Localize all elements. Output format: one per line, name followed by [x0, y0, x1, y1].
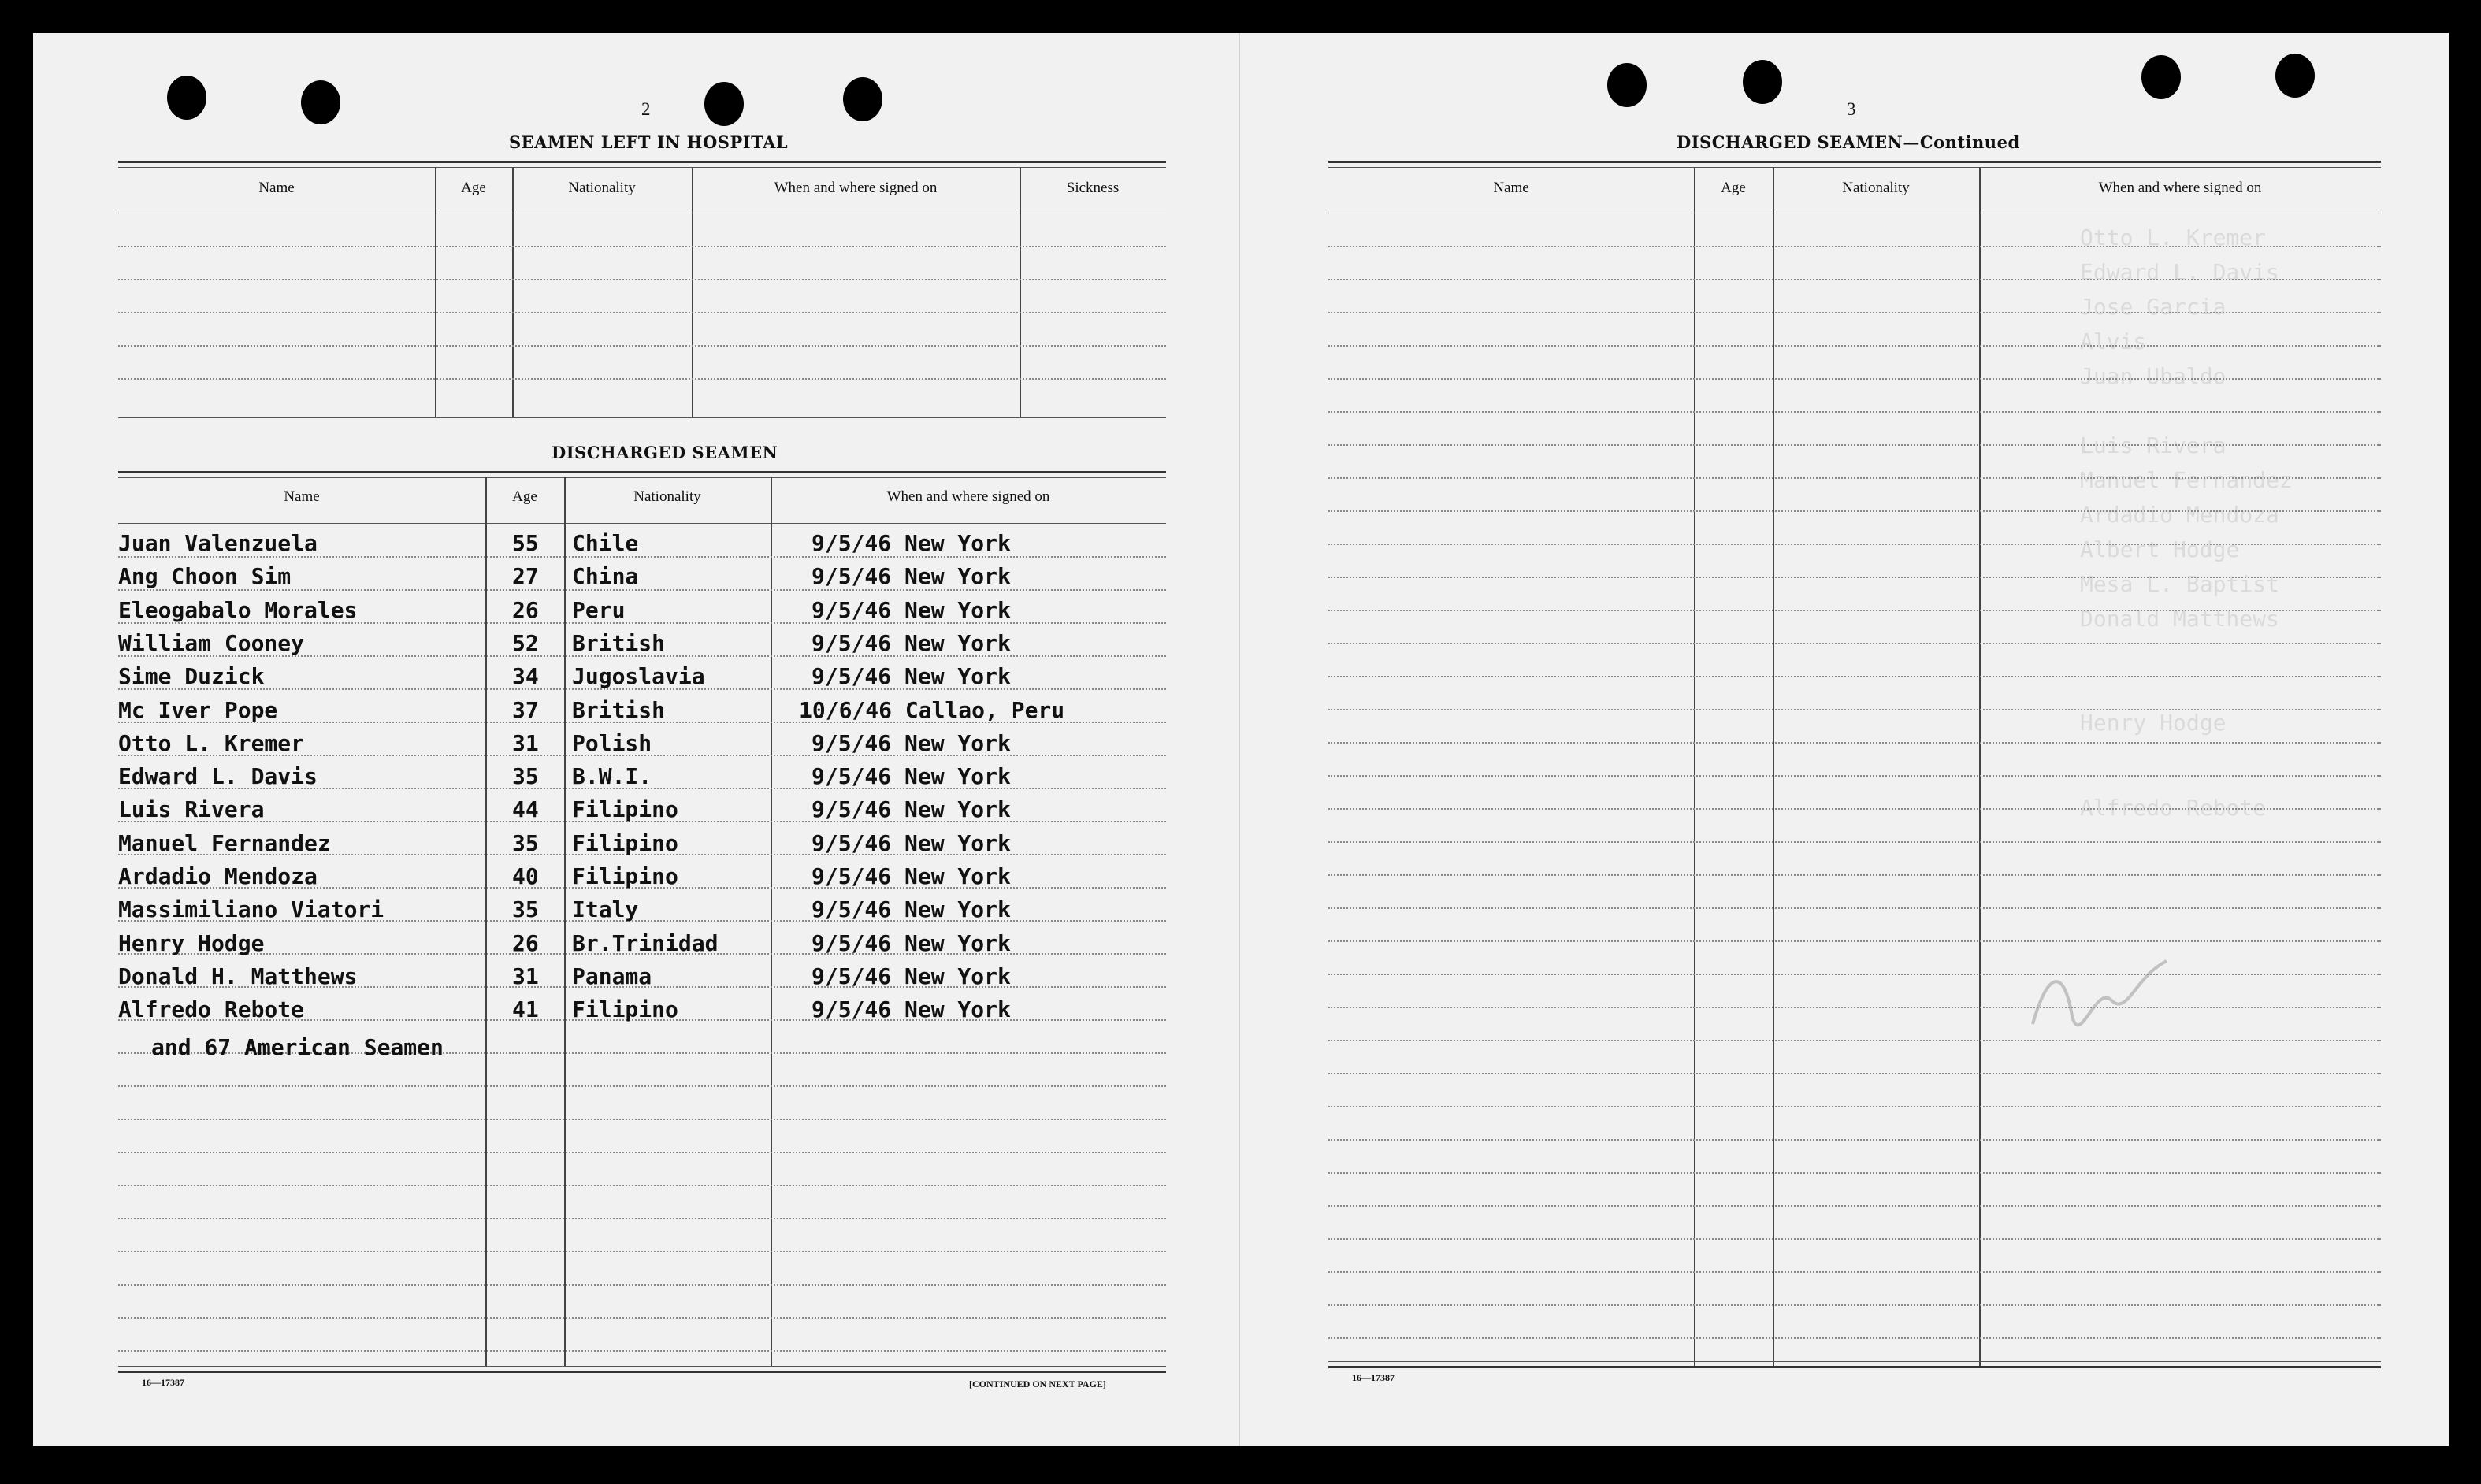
- row-name: William Cooney: [118, 630, 305, 656]
- row-line: [118, 556, 1166, 558]
- summary-line: and 67 American Seamen: [151, 1034, 444, 1060]
- row-line: [1328, 246, 2381, 247]
- punch-hole: [2275, 54, 2315, 98]
- row-line: [1328, 676, 2381, 677]
- row-name: Sime Duzick: [118, 663, 265, 689]
- punch-hole: [843, 77, 882, 121]
- row-name: Juan Valenzuela: [118, 530, 318, 556]
- row-line: [118, 1317, 1166, 1319]
- row-nationality: China: [572, 563, 639, 589]
- row-signed: 9/5/46 New York: [812, 863, 1011, 889]
- row-line: [1328, 1271, 2381, 1273]
- page-number: 3: [1847, 99, 1856, 119]
- row-age: 26: [512, 930, 539, 956]
- discharged-header-nationality: Nationality: [633, 488, 701, 505]
- continued-note: [CONTINUED ON NEXT PAGE]: [969, 1378, 1106, 1389]
- continued-header-signed: When and where signed on: [2098, 180, 2262, 196]
- row-line: [1328, 1106, 2381, 1107]
- row-line: [1328, 1337, 2381, 1339]
- row-name: Massimiliano Viatori: [118, 896, 384, 922]
- row-line: [1328, 974, 2381, 975]
- row-signed: 9/5/46 New York: [812, 763, 1011, 789]
- page-fold: [1239, 33, 1240, 1446]
- row-line: [1328, 345, 2381, 347]
- row-name: Otto L. Kremer: [118, 730, 305, 756]
- row-line: [1328, 312, 2381, 313]
- discharged-header-age: Age: [512, 488, 537, 505]
- row-line: [1328, 1040, 2381, 1041]
- row-line: [118, 1085, 1166, 1087]
- row-age: 52: [512, 630, 539, 656]
- discharged-continued-title: DISCHARGED SEAMEN—Continued: [1677, 132, 2020, 152]
- punch-hole: [2141, 55, 2181, 99]
- row-nationality: Filipino: [572, 996, 678, 1022]
- row-nationality: Polish: [572, 730, 652, 756]
- row-age: 41: [512, 996, 539, 1022]
- row-line: [1328, 477, 2381, 479]
- row-age: 44: [512, 796, 539, 822]
- row-age: 34: [512, 663, 539, 689]
- row-nationality: Br.Trinidad: [572, 930, 719, 956]
- row-nationality: B.W.I.: [572, 763, 652, 789]
- row-line: [1328, 775, 2381, 777]
- row-age: 35: [512, 896, 539, 922]
- hospital-header-sickness: Sickness: [1066, 180, 1120, 196]
- punch-hole: [167, 76, 206, 120]
- page-number: 2: [641, 99, 651, 119]
- row-name: Manuel Fernandez: [118, 830, 331, 856]
- row-age: 31: [512, 730, 539, 756]
- row-line: [1328, 742, 2381, 744]
- row-nationality: British: [572, 697, 666, 723]
- row-line: [1328, 808, 2381, 810]
- row-signed: 9/5/46 New York: [812, 830, 1011, 856]
- row-line: [1328, 874, 2381, 876]
- discharged-header-signed: When and where signed on: [886, 488, 1050, 505]
- row-line: [1328, 1172, 2381, 1174]
- row-name: Donald H. Matthews: [118, 963, 358, 989]
- row-line: [1328, 1238, 2381, 1240]
- row-line: [1328, 1073, 2381, 1074]
- row-line: [1328, 709, 2381, 710]
- row-name: Ardadio Mendoza: [118, 863, 318, 889]
- row-line: [1328, 1304, 2381, 1306]
- punch-hole: [1607, 63, 1647, 107]
- row-line: [1328, 1139, 2381, 1141]
- row-line: [118, 1251, 1166, 1252]
- row-line: [1328, 1205, 2381, 1207]
- hospital-header-age: Age: [461, 180, 486, 196]
- row-line: [1328, 643, 2381, 644]
- row-nationality: Filipino: [572, 863, 678, 889]
- row-line: [1328, 940, 2381, 942]
- row-age: 27: [512, 563, 539, 589]
- row-nationality: Chile: [572, 530, 639, 556]
- form-number: 16—17387: [1352, 1372, 1395, 1383]
- punch-hole: [704, 82, 744, 126]
- continued-header-name: Name: [1493, 180, 1529, 196]
- row-age: 40: [512, 863, 539, 889]
- row-name: Alfredo Rebote: [118, 996, 305, 1022]
- row-line: [1328, 378, 2381, 380]
- row-name: Henry Hodge: [118, 930, 265, 956]
- row-signed: 9/5/46 New York: [812, 730, 1011, 756]
- pencil-mark: [2017, 937, 2190, 1055]
- hospital-header-nationality: Nationality: [568, 180, 636, 196]
- row-nationality: Italy: [572, 896, 639, 922]
- row-signed: 10/6/46 Callao, Peru: [799, 697, 1065, 723]
- row-line: [118, 1152, 1166, 1153]
- row-line: [1328, 279, 2381, 280]
- row-line: [118, 589, 1166, 591]
- row-line: [118, 1350, 1166, 1352]
- row-age: 35: [512, 830, 539, 856]
- punch-hole: [301, 80, 340, 124]
- row-name: Luis Rivera: [118, 796, 265, 822]
- row-signed: 9/5/46 New York: [812, 530, 1011, 556]
- hospital-header-name: Name: [258, 180, 295, 196]
- row-line: [1328, 510, 2381, 512]
- row-signed: 9/5/46 New York: [812, 796, 1011, 822]
- hospital-table-rule: [118, 161, 1166, 163]
- row-nationality: British: [572, 630, 666, 656]
- row-age: 31: [512, 963, 539, 989]
- row-line: [118, 1218, 1166, 1219]
- row-line: [1328, 1007, 2381, 1008]
- row-name: Ang Choon Sim: [118, 563, 292, 589]
- row-line: [1328, 907, 2381, 909]
- row-age: 35: [512, 763, 539, 789]
- row-signed: 9/5/46 New York: [812, 563, 1011, 589]
- continued-table-rule: [1328, 161, 2381, 163]
- row-line: [1328, 411, 2381, 413]
- row-line: [1328, 841, 2381, 843]
- row-signed: 9/5/46 New York: [812, 996, 1011, 1022]
- row-name: Mc Iver Pope: [118, 697, 278, 723]
- row-age: 37: [512, 697, 539, 723]
- form-number: 16—17387: [142, 1377, 184, 1388]
- hospital-header-signed: When and where signed on: [774, 180, 938, 196]
- row-signed: 9/5/46 New York: [812, 963, 1011, 989]
- row-signed: 9/5/46 New York: [812, 930, 1011, 956]
- row-line: [118, 1185, 1166, 1186]
- discharged-header-name: Name: [284, 488, 320, 505]
- row-signed: 9/5/46 New York: [812, 663, 1011, 689]
- row-nationality: Jugoslavia: [572, 663, 705, 689]
- row-line: [1328, 577, 2381, 578]
- row-line: [118, 1119, 1166, 1120]
- row-nationality: Panama: [572, 963, 652, 989]
- continued-header-nationality: Nationality: [1842, 180, 1910, 196]
- row-name: Edward L. Davis: [118, 763, 318, 789]
- discharged-table-rule: [118, 471, 1166, 473]
- row-name: Eleogabalo Morales: [118, 597, 358, 623]
- row-line: [1328, 610, 2381, 611]
- row-signed: 9/5/46 New York: [812, 630, 1011, 656]
- row-nationality: Filipino: [572, 796, 678, 822]
- row-nationality: Peru: [572, 597, 626, 623]
- row-age: 55: [512, 530, 539, 556]
- row-line: [1328, 444, 2381, 446]
- row-signed: 9/5/46 New York: [812, 896, 1011, 922]
- row-line: [118, 1284, 1166, 1286]
- punch-hole: [1743, 60, 1782, 104]
- row-nationality: Filipino: [572, 830, 678, 856]
- row-age: 26: [512, 597, 539, 623]
- row-line: [1328, 544, 2381, 545]
- discharged-section-title: DISCHARGED SEAMEN: [552, 443, 778, 462]
- continued-header-age: Age: [1721, 180, 1746, 196]
- row-signed: 9/5/46 New York: [812, 597, 1011, 623]
- hospital-section-title: SEAMEN LEFT IN HOSPITAL: [509, 132, 789, 152]
